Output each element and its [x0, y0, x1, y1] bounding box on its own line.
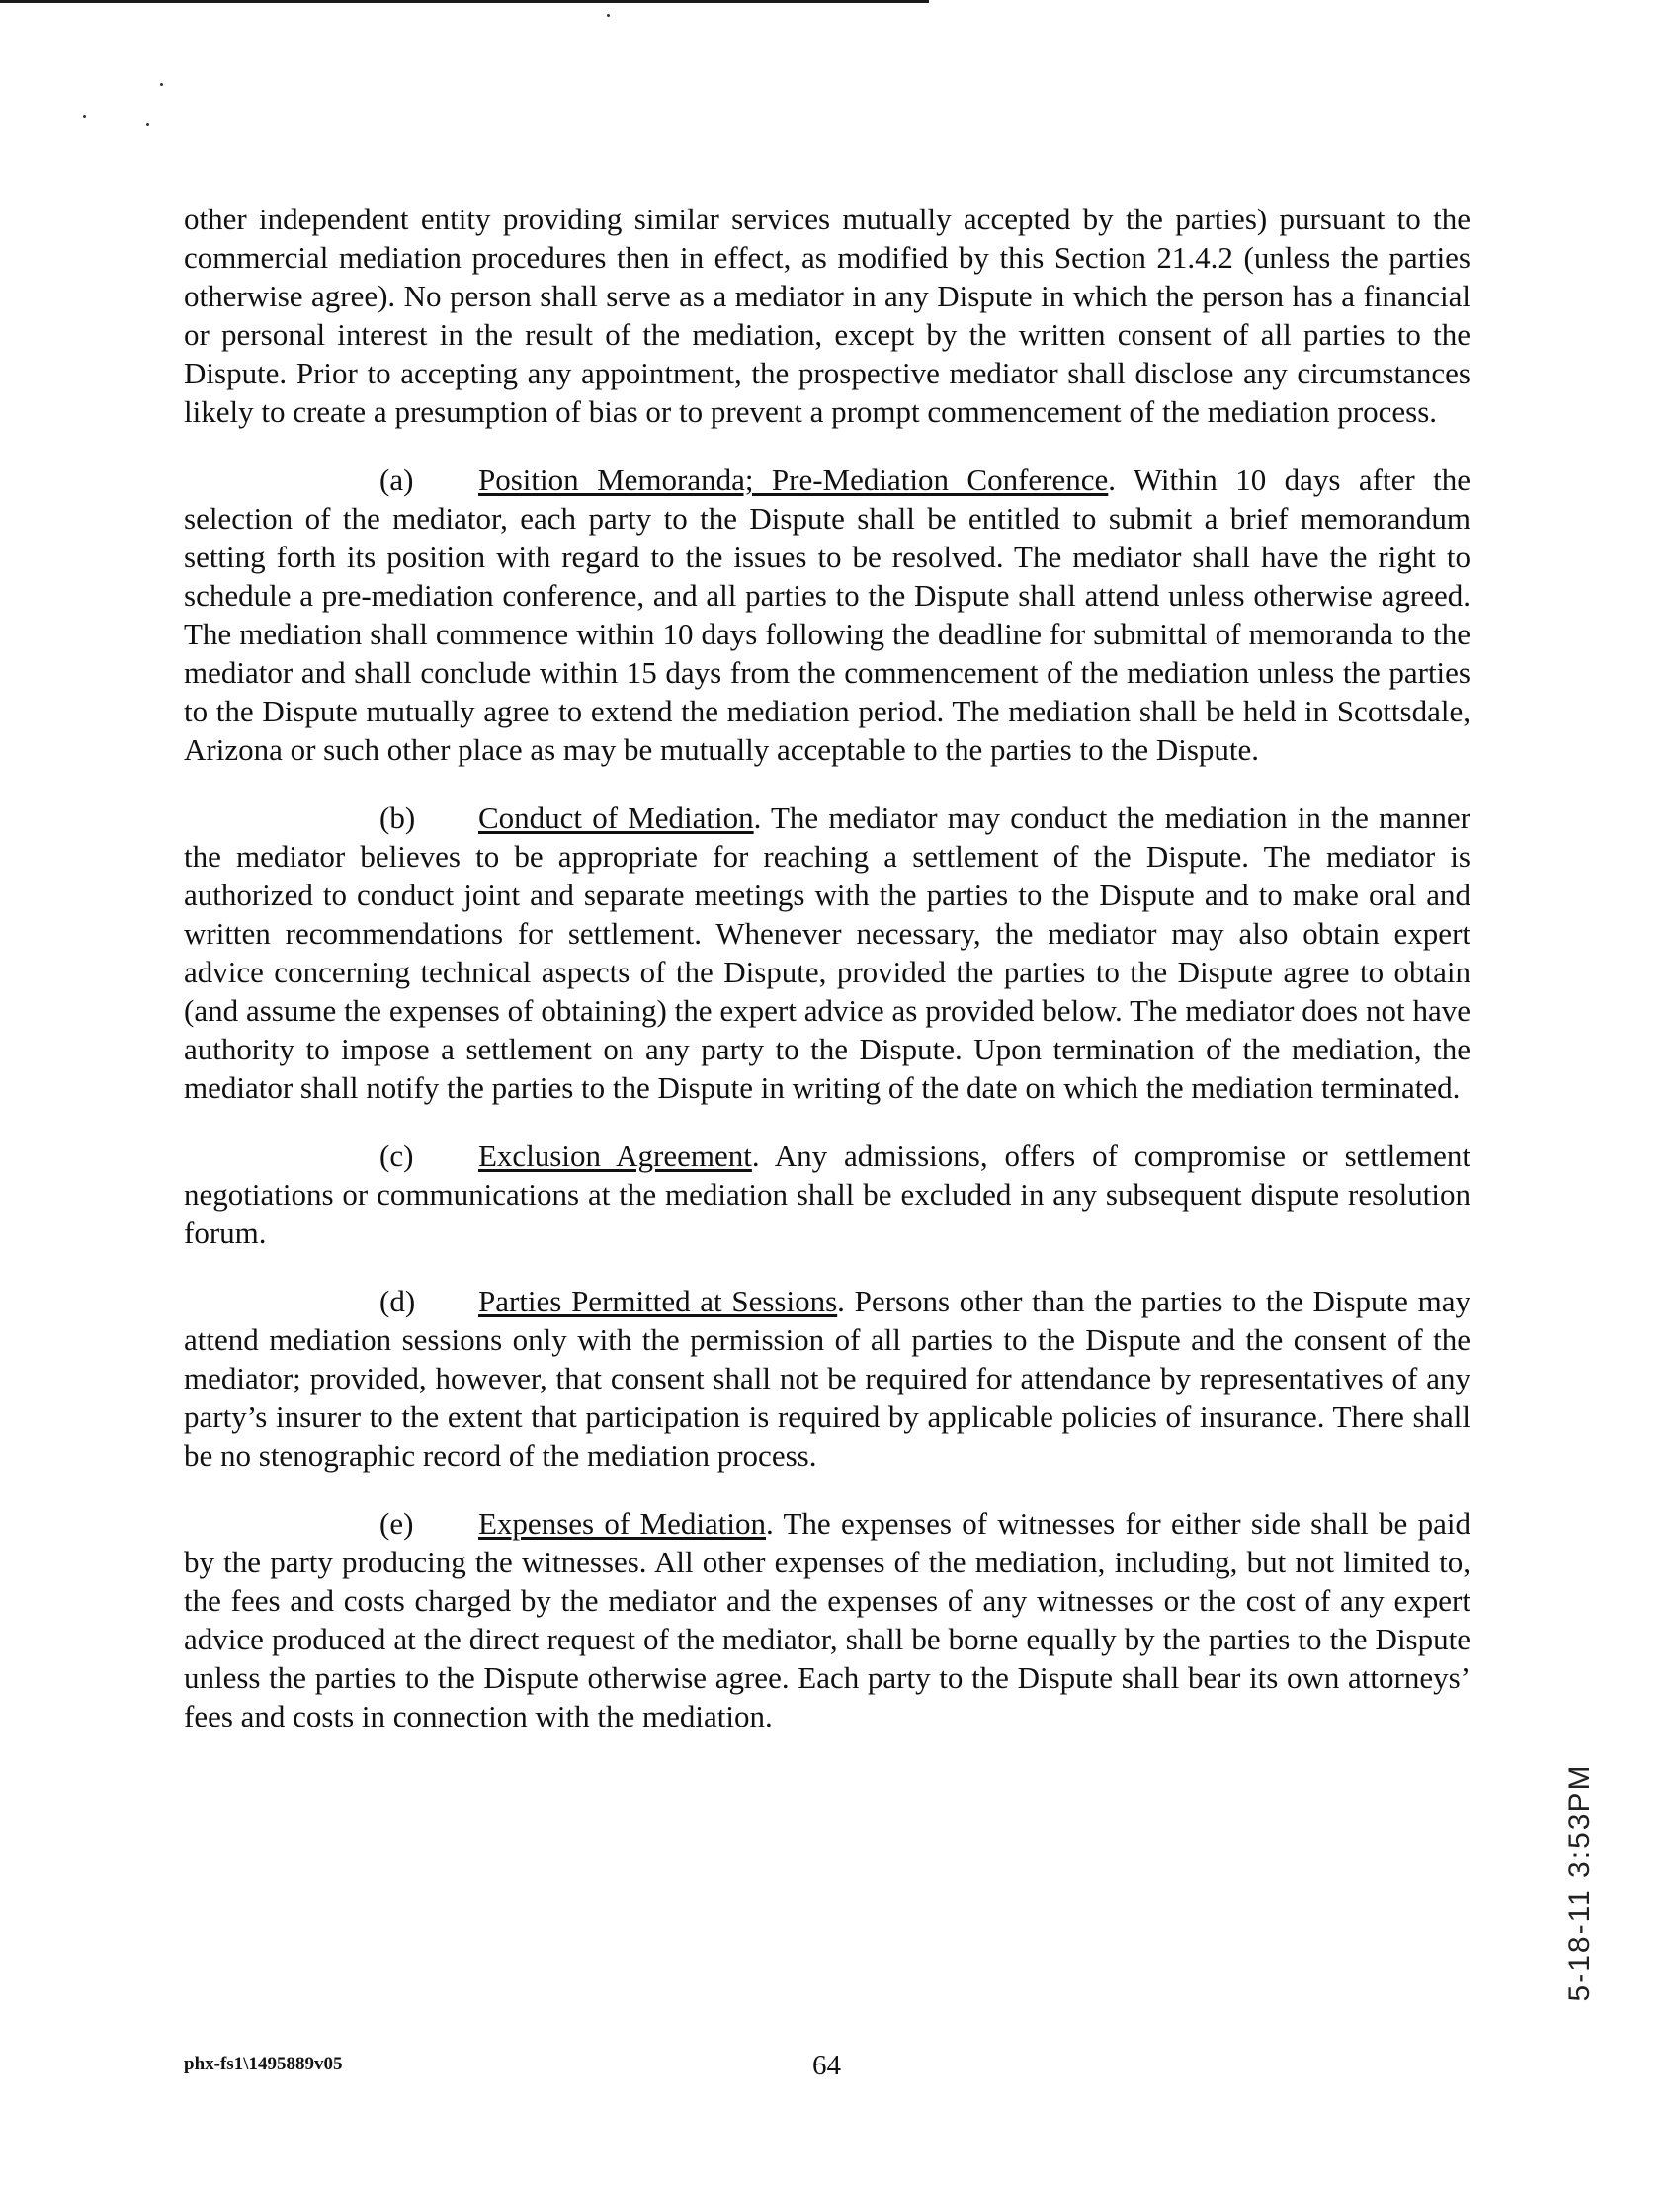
paragraph-c-label: (c)	[379, 1138, 414, 1173]
paragraph-d	[184, 1282, 1470, 1474]
scan-speck	[160, 83, 163, 86]
scan-speck	[83, 115, 86, 118]
paragraph-a-heading: Position Memoranda; Pre-Mediation Conference	[478, 463, 1109, 497]
paragraph-intro	[184, 200, 1470, 431]
scan-top-rule	[0, 0, 929, 3]
paragraph-b-label: (b)	[379, 800, 416, 835]
paragraph-d-heading: Parties Permitted at Sessions	[478, 1284, 838, 1318]
paragraph-c-heading: Exclusion Agreement	[478, 1138, 752, 1173]
paragraph-d-label: (d)	[379, 1284, 416, 1318]
paragraph-b	[184, 799, 1470, 1107]
paragraph-e-text: . The expenses of witnesses for either side shall be paid by the party producing the witnesses. All other expenses of the mediation, including, but not limited to, the fees and costs charged by the mediator and the expenses of any witnesses or the cost of any expert advice produced at the direct request of the mediator, shall be borne equally by the parties to the Dispute unless the parties to the Dispute otherwise agree. Each party to the Dispute shall bear its own attorneys’ fees and costs in connection with the mediation.	[184, 1506, 1470, 1733]
scan-speck	[607, 14, 610, 17]
paragraph-a-label: (a)	[379, 463, 414, 497]
document-body	[184, 200, 1470, 1765]
paragraph-d-text: . Persons other than the parties to the Dispute may attend mediation sessions only with the permission of all parties to the Dispute and the consent of the mediator; provided, however, that consent shall not be required for attendance by representatives of any party’s insurer to the extent that participation is required by applicable policies of insurance. There shall be no stenographic record of the mediation process.	[184, 1284, 1470, 1473]
page-number: 64	[812, 2050, 841, 2081]
paragraph-e-heading: Expenses of Mediation	[478, 1506, 766, 1541]
paragraph-c-text: . Any admissions, offers of compromise or settlement negotiations or communications at the mediation shall be excluded in any subsequent dispute resolution forum.	[184, 1138, 1470, 1250]
paragraph-b-heading: Conduct of Mediation	[478, 800, 754, 835]
paragraph-a-text: . Within 10 days after the selection of the mediator, each party to the Dispute shall be entitled to submit a brief memorandum setting forth its position with regard to the issues to be resolved. The mediator shall have the right to schedule a pre-mediation conference, and all parties to the Dispute shall attend unless otherwise agreed. The mediation shall commence within 10 days following the deadline for submittal of memoranda to the mediator and shall conclude within 15 days from the commencement of the mediation unless the parties to the Dispute mutually agree to extend the mediation period. The mediation shall be held in Scottsdale, Arizona or such other place as may be mutually acceptable to the parties to the Dispute.	[184, 463, 1470, 767]
paragraph-a	[184, 461, 1470, 769]
footer-document-id: phx-fs1\1495889v05	[184, 2054, 343, 2074]
paragraph-e-label: (e)	[379, 1506, 414, 1541]
paragraph-e	[184, 1504, 1470, 1735]
paragraph-b-text: . The mediator may conduct the mediation in the manner the mediator believes to be appropriate for reaching a settlement of the Dispute. The mediator is authorized to conduct joint and separate meetings with the parties to the Dispute and to make oral and written recommendations for settlement. Whenever necessary, the mediator may also obtain expert advice concerning technical aspects of the Dispute, provided the parties to the Dispute agree to obtain (and assume the expenses of obtaining) the expert advice as provided below. The mediator does not have authority to impose a settlement on any party to the Dispute. Upon termination of the mediation, the mediator shall notify the parties to the Dispute in writing of the date on which the mediation terminated.	[184, 800, 1470, 1105]
side-date-stamp	[1563, 1763, 1603, 2002]
paragraph-c	[184, 1137, 1470, 1252]
scan-speck	[146, 123, 149, 126]
paragraph-intro-text: other independent entity providing similar services mutually accepted by the parties) pursuant to the commercial mediation procedures then in effect, as modified by this Section 21.4.2 (unless the parties otherwise agree). No person shall serve as a mediator in any Dispute in which the person has a financial or personal interest in the result of the mediation, except by the written consent of all parties to the Dispute. Prior to accepting any appointment, the prospective mediator shall disclose any circumstances likely to create a presumption of bias or to prevent a prompt commencement of the mediation process.	[184, 202, 1470, 429]
side-date-stamp-text: 5-18-11 3:53PM	[1563, 1763, 1596, 2002]
